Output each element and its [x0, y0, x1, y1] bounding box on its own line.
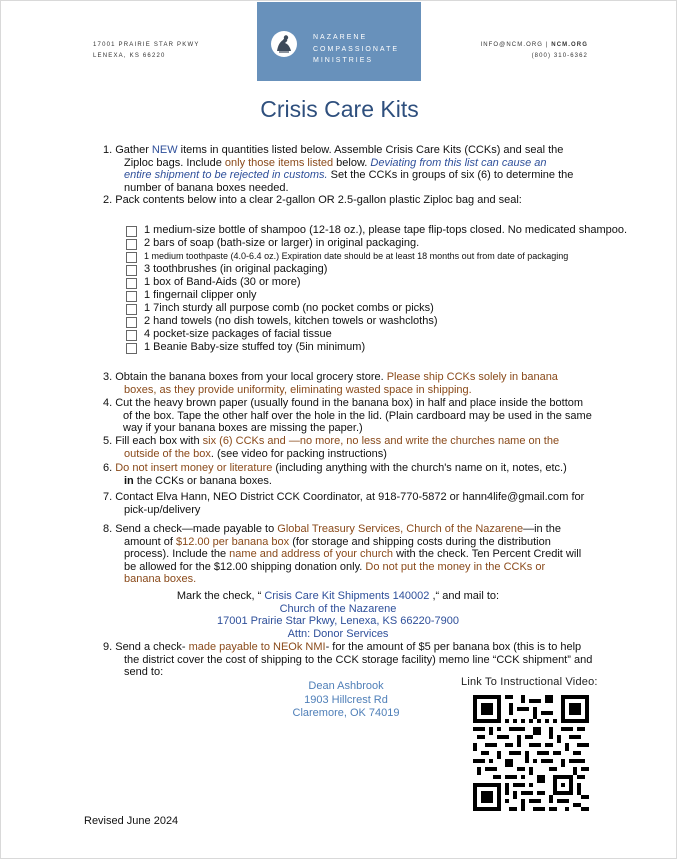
checklist-label: 1 7inch sturdy all purpose comb (no pocket combs or picks): [144, 301, 434, 314]
checklist-item[interactable]: [126, 314, 627, 327]
step-5: [103, 435, 603, 460]
checklist-label: 3 toothbrushes (in original packaging): [144, 262, 328, 275]
checkbox-icon[interactable]: [126, 330, 137, 341]
checklist-label: 2 bars of soap (bath-size or larger) in original packaging.: [144, 236, 420, 249]
step-8-text-g: process). Include the: [124, 548, 230, 561]
contact-website[interactable]: NCM.ORG: [551, 42, 588, 48]
checkbox-icon[interactable]: [126, 239, 137, 250]
revised-date: Revised June 2024: [84, 815, 179, 827]
ncm-org-name: [313, 32, 399, 67]
address-city: LENEXA, KS 66220: [93, 53, 166, 59]
checkbox-icon[interactable]: [126, 252, 137, 263]
district-contact-city: Claremore, OK 74019: [292, 707, 400, 720]
org-line-3: MINISTRIES: [313, 57, 374, 64]
mail-instructions: [103, 590, 573, 640]
step-7: [103, 491, 603, 516]
mail-text-a: Mark the check, “: [176, 590, 265, 602]
step-8-text-d: amount of: [124, 535, 176, 548]
step-8-text-i: with the check. Ten Percent Credit will: [393, 548, 582, 561]
step-9-text-e: send to:: [124, 666, 164, 679]
step-8-church-info: name and address of your church: [229, 548, 394, 561]
contact-phone: (800) 310-6362: [531, 53, 588, 59]
checkbox-icon[interactable]: [126, 291, 137, 302]
step-1-warning-a: Deviating from this list can cause an: [370, 156, 547, 169]
step-1-only-items: only those items listed: [224, 156, 334, 169]
checklist-item[interactable]: [126, 249, 627, 262]
step-8-text-c: —in the: [523, 523, 561, 535]
step-9-text-a: 9. Send a check-: [103, 641, 189, 653]
step-3-text-a: 3. Obtain the banana boxes from your local grocery store.: [103, 371, 387, 383]
mail-text-c: ,“ and mail to:: [429, 590, 500, 602]
step-1-text-d: Ziploc bags. Include: [124, 156, 225, 169]
step-5-highlight-b: outside of the box: [124, 447, 211, 460]
step-1-warning-b: entire shipment to be rejected in customs.: [124, 169, 328, 182]
ncm-banner: [257, 2, 421, 81]
step-4-text-c: way if your banana boxes are missing the paper.): [123, 422, 363, 435]
step-2: 2. Pack contents below into a clear 2-gallon OR 2.5-gallon plastic Ziploc bag and seal:: [103, 194, 522, 207]
step-3: [103, 371, 603, 396]
checklist-item[interactable]: [126, 236, 627, 249]
district-contact-street: 1903 Hillcrest Rd: [304, 693, 388, 706]
checklist-item[interactable]: [126, 262, 627, 275]
step-6-text-e: the CCKs or banana boxes.: [133, 474, 272, 487]
qr-code-icon[interactable]: [473, 695, 589, 816]
checkbox-icon[interactable]: [126, 265, 137, 276]
district-address: [271, 680, 421, 721]
checkbox-icon[interactable]: [126, 343, 137, 354]
mail-address-line-2: 17001 Prairie Star Pkwy, Lenexa, KS 66220-7900: [217, 615, 459, 628]
step-1: [103, 144, 643, 194]
checklist-item[interactable]: [126, 288, 627, 301]
checkbox-icon[interactable]: [126, 317, 137, 328]
mail-shipment-code: Crisis Care Kit Shipments 140002: [264, 590, 430, 602]
step-9: [103, 641, 593, 679]
checklist-label: 1 fingernail clipper only: [144, 288, 257, 301]
district-contact-name: Dean Ashbrook: [308, 680, 384, 692]
step-8-warning-b: banana boxes.: [124, 573, 197, 586]
step-8-payee: Global Treasury Services, Church of the Nazarene: [277, 523, 524, 535]
step-8-text-f: (for storage and shipping costs during the distribution: [289, 535, 551, 548]
checklist-item[interactable]: [126, 275, 627, 288]
header-contact: [480, 40, 588, 62]
kit-checklist: [126, 223, 627, 353]
mail-address-line-3: Attn: Donor Services: [287, 627, 389, 640]
checklist-label: 2 hand towels (no dish towels, kitchen towels or washcloths): [144, 314, 438, 327]
step-9-text-d: the district cover the cost of shipping to the CCK storage facility) memo line “CCK shipment” and: [124, 653, 593, 666]
contact-email[interactable]: INFO@NCM.ORG: [480, 42, 544, 48]
step-6-text-a: 6.: [103, 462, 116, 474]
step-7-text-a: 7. Contact Elva Hann, NEO District CCK Coordinator, at 918-770-5872 or hann4life@gmail.com for: [103, 491, 585, 503]
ncm-logo-icon: [271, 31, 297, 57]
step-9-payee: made payable to NEOk NMI: [188, 641, 326, 653]
video-link-label: Link To Instructional Video:: [461, 676, 598, 688]
org-line-1: NAZARENE: [313, 34, 368, 41]
step-5-highlight-a: six (6) CCKs and —no more, no less and write the churches name on the: [202, 435, 560, 447]
checklist-label: 4 pocket-size packages of facial tissue: [144, 327, 332, 340]
step-1-text-j: number of banana boxes needed.: [124, 181, 289, 194]
step-6-in: in: [124, 474, 134, 487]
contact-separator: |: [545, 42, 549, 48]
steps-1-2: [103, 144, 643, 207]
checklist-label: 1 Beanie Baby-size stuffed toy (5in minimum): [144, 340, 366, 353]
step-8-text-j: be allowed for the $12.00 shipping donation only.: [124, 560, 366, 573]
step-6-highlight: Do not insert money or literature: [115, 462, 273, 474]
step-3-highlight-b: boxes, as they provide uniformity, eliminating wasted space in shipping.: [124, 383, 472, 396]
checklist-item[interactable]: [126, 327, 627, 340]
step-1-text-a: 1. Gather: [103, 144, 152, 156]
step-9-text-c: - for the amount of $5 per banana box (this is to help: [325, 641, 582, 653]
step-8-amount: $12.00 per banana box: [175, 535, 290, 548]
checklist-item[interactable]: [126, 340, 627, 353]
step-1-text-f: below.: [333, 156, 371, 169]
step-5-text-d: . (see video for packing instructions): [210, 447, 387, 460]
step-1-text-c: items in quantities listed below. Assemble Crisis Care Kits (CCKs) and seal the: [177, 144, 564, 156]
step-5-text-a: 5. Fill each box with: [103, 435, 203, 447]
step-8-warning-a: Do not put the money in the CCKs or: [365, 560, 546, 573]
mail-mark-check: [103, 590, 573, 603]
checklist-item[interactable]: [126, 301, 627, 314]
checkbox-icon[interactable]: [126, 278, 137, 289]
step-4-text-a: 4. Cut the heavy brown paper (usually found in the banana box) in half and place inside the bottom: [103, 397, 584, 409]
step-3-highlight-a: Please ship CCKs solely in banana: [386, 371, 558, 383]
step-7-text-b: pick-up/delivery: [124, 503, 201, 516]
checklist-label: 1 medium-size bottle of shampoo (12-18 oz.), please tape flip-tops closed. No medicated shampoo.: [144, 223, 628, 236]
step-6: [103, 462, 603, 487]
checklist-label: 1 medium toothpaste (4.0-6.4 oz.) Expiration date should be at least 18 months out from date of packaging: [144, 250, 569, 261]
checklist-item[interactable]: [126, 223, 627, 236]
step-8: [103, 523, 603, 586]
step-6-text-c: (including anything with the church's name on it, notes, etc.): [272, 462, 567, 474]
page-title: Crisis Care Kits: [260, 96, 419, 122]
checkbox-icon[interactable]: [126, 226, 137, 237]
step-1-text-i: Set the CCKs in groups of six (6) to determine the: [327, 169, 574, 182]
address-street: 17001 PRAIRIE STAR PKWY: [93, 42, 200, 48]
checkbox-icon[interactable]: [126, 304, 137, 315]
step-1-new: NEW: [151, 144, 178, 156]
step-8-text-a: 8. Send a check—made payable to: [103, 523, 278, 535]
org-line-2: COMPASSIONATE: [313, 45, 400, 53]
header-address: [93, 40, 200, 62]
checklist-label: 1 box of Band-Aids (30 or more): [144, 275, 301, 288]
mail-address-line-1: Church of the Nazarene: [279, 602, 397, 615]
step-4-text-b: of the box. Tape the other half over the hole in the lid. (Plain cardboard may be used in the same: [123, 409, 592, 422]
step-4: [103, 397, 603, 435]
